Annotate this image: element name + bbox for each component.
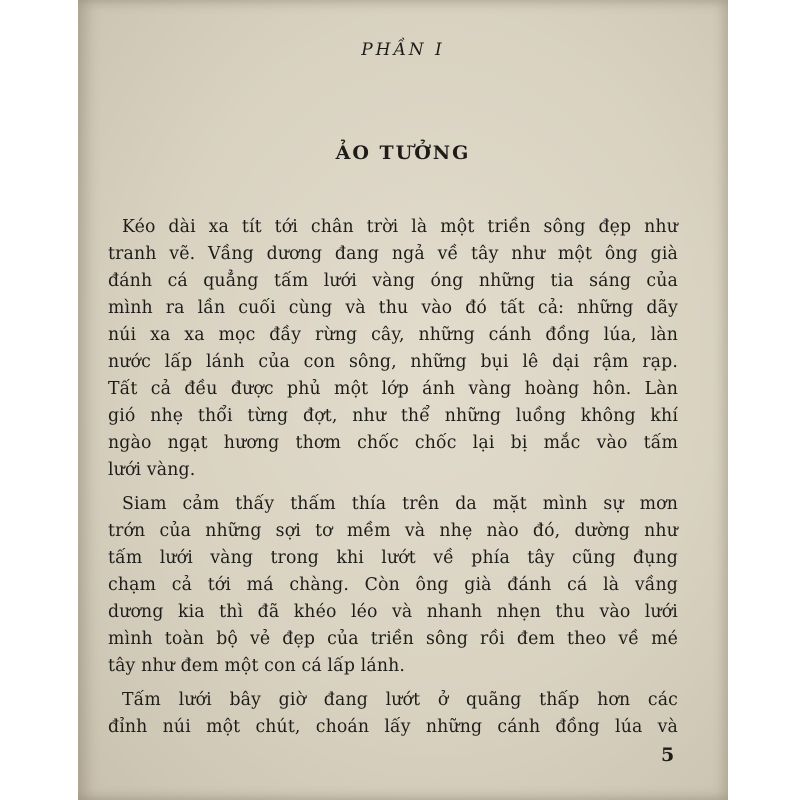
text-line: mình toàn bộ vẻ đẹp của triền sông rồi đem theo về mé [108, 629, 678, 649]
text-line: tây như đem một con cá lấp lánh. [108, 656, 406, 676]
text-line: Kéo dài xa tít tới chân trời là một triền sông đẹp như [122, 217, 678, 237]
text-line: lưới vàng. [108, 460, 196, 480]
paragraph-gap [108, 680, 678, 687]
text-line: núi xa xa mọc đầy rừng cây, những cánh đồng lúa, làn [108, 325, 678, 345]
text-line: nước lấp lánh của con sông, những bụi lê dại rậm rạp. [108, 352, 678, 372]
text-line: đánh cá quẳng tấm lưới vàng óng những tia sáng của [108, 271, 678, 291]
text-line: chạm cả tới má chàng. Còn ông già đánh cá là vầng [108, 575, 678, 595]
text-line: ngào ngạt hương thơm chốc chốc lại bị mắc vào tấm [108, 433, 678, 453]
text-line: dương kia thì đã khéo léo và nhanh nhẹn thu vào lưới [108, 602, 678, 622]
chapter-title: ẢO TƯỞNG [335, 142, 471, 164]
text-line: gió nhẹ thổi từng đợt, như thể những luồng không khí [108, 406, 678, 426]
text-line: tranh vẽ. Vầng dương đang ngả về tây như một ông già [108, 244, 678, 264]
text-line: trớn của những sợi tơ mềm và nhẹ nào đó, dường như [108, 521, 678, 541]
page-number: 5 [661, 744, 675, 766]
paragraph-gap [108, 484, 678, 491]
page-body [108, 214, 678, 741]
text-line: Siam cảm thấy thấm thía trên da mặt mình sự mơn [122, 494, 678, 514]
text-line: mình ra lần cuối cùng và thu vào đó tất cả: những dãy [108, 298, 678, 318]
text-line: Tất cả đều được phủ một lớp ánh vàng hoàng hôn. Làn [108, 379, 678, 399]
text-line: tấm lưới vàng trong khi lướt về phía tây cũng đụng [108, 548, 678, 568]
text-line: Tấm lưới bây giờ đang lướt ở quãng thấp hơn các [122, 690, 678, 710]
part-heading: PHẦN I [361, 40, 445, 60]
book-page [78, 0, 728, 800]
text-line: đỉnh núi một chút, choán lấy những cánh đồng lúa và [108, 717, 678, 737]
